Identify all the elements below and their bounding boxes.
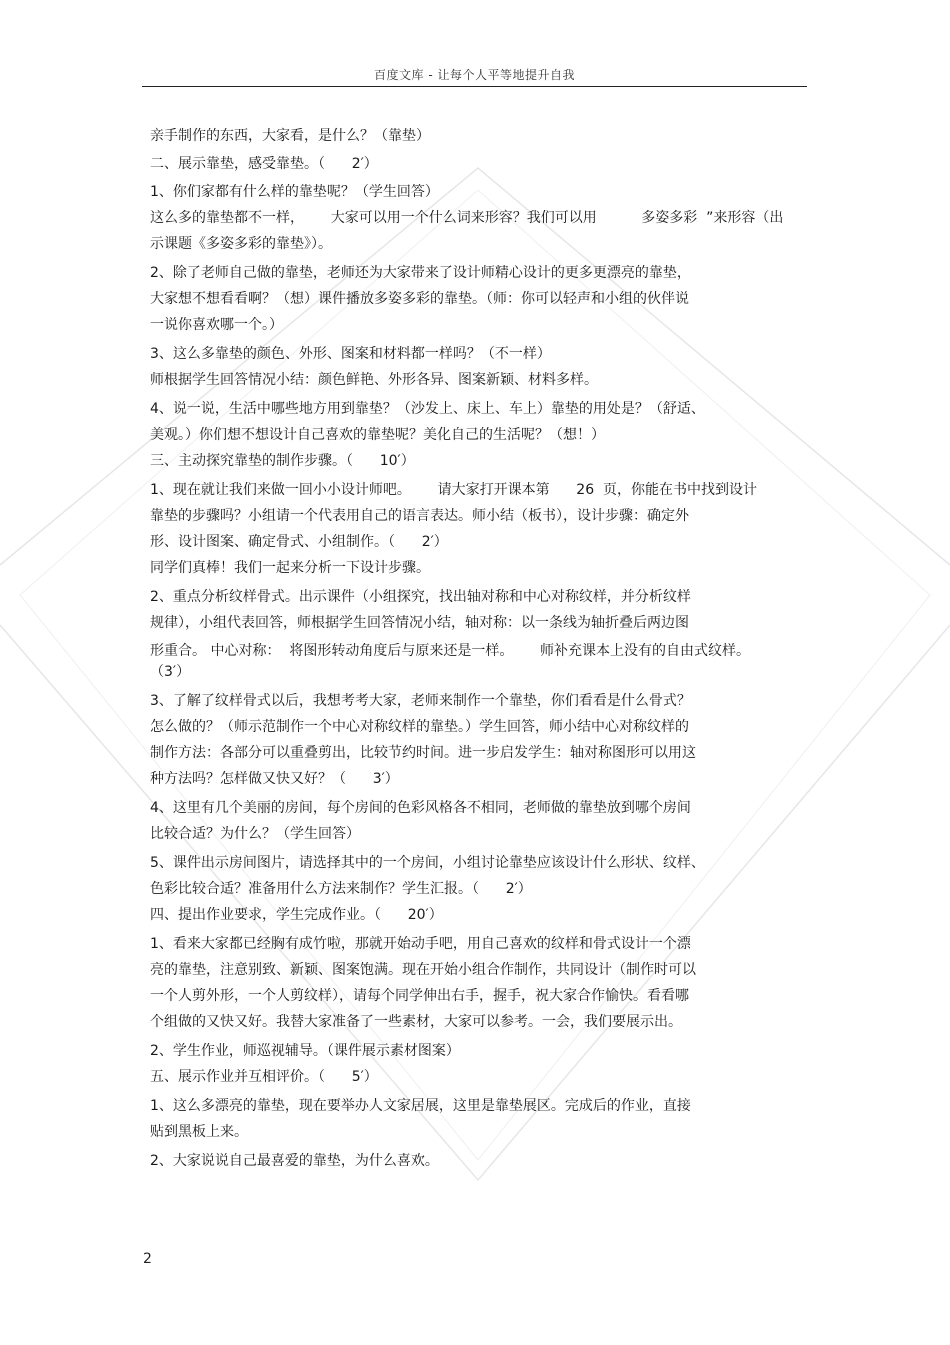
text-line: 2、重点分析纹样骨式。出示课件（小组探究，找出轴对称和中心对称纹样，并分析纹样 bbox=[150, 589, 691, 605]
text-line: 色彩比较合适？准备用什么方法来制作？学生汇报。（ 2′） bbox=[150, 881, 532, 897]
text-line: 大家想不想看看啊？（想）课件播放多姿多彩的靠垫。（师：你可以轻声和小组的伙伴说 bbox=[150, 291, 689, 307]
text-line: 1、这么多漂亮的靠垫，现在要举办人文家居展，这里是靠垫展区。完成后的作业，直接 bbox=[150, 1098, 691, 1114]
header-divider bbox=[142, 86, 807, 87]
section-heading: 二、展示靠垫，感受靠垫。（ 2′） bbox=[150, 156, 378, 172]
text-line: 美观。）你们想不想设计自己喜欢的靠垫呢？美化自己的生活呢？（想！） bbox=[150, 427, 605, 443]
text-line: （3′） bbox=[150, 664, 191, 680]
text-line: 1、你们家都有什么样的靠垫呢？（学生回答） bbox=[150, 184, 439, 200]
text-line: 形、设计图案、确定骨式、小组制作。（ 2′） bbox=[150, 534, 448, 550]
text-line: 这么多的靠垫都不一样， 大家可以用一个什么词来形容？我们可以用 多姿多彩 ”来形容（出 bbox=[150, 210, 784, 226]
text-line: 同学们真棒！我们一起来分析一下设计步骤。 bbox=[150, 560, 430, 576]
page-header: 百度文库 - 让每个人平等地提升自我 bbox=[374, 68, 575, 82]
text-line: 4、这里有几个美丽的房间，每个房间的色彩风格各不相同，老师做的靠垫放到哪个房间 bbox=[150, 800, 691, 816]
text-line: 1、现在就让我们来做一回小小设计师吧。 请大家打开课本第 26 页，你能在书中找到设计 bbox=[150, 482, 758, 498]
text-line: 5、课件出示房间图片，请选择其中的一个房间，小组讨论靠垫应该设计什么形状、纹样、 bbox=[150, 855, 705, 871]
section-heading: 三、主动探究靠垫的制作步骤。（ 10′） bbox=[150, 453, 415, 469]
text-line: 贴到黑板上来。 bbox=[150, 1124, 248, 1140]
text-line: 怎么做的？（师示范制作一个中心对称纹样的靠垫。）学生回答，师小结中心对称纹样的 bbox=[150, 719, 689, 735]
text-line: 形重合。 中心对称： 将图形转动角度后与原来还是一样。 师补充课本上没有的自由式纹样。 bbox=[150, 643, 751, 659]
text-line: 2、除了老师自己做的靠垫，老师还为大家带来了设计师精心设计的更多更漂亮的靠垫， bbox=[150, 265, 691, 281]
text-line: 一个人剪外形，一个人剪纹样），请每个同学伸出右手，握手，祝大家合作愉快。看看哪 bbox=[150, 988, 689, 1004]
text-line: 示课题《多姿多彩的靠垫》）。 bbox=[150, 236, 332, 252]
text-line: 1、看来大家都已经胸有成竹啦，那就开始动手吧，用自己喜欢的纹样和骨式设计一个漂 bbox=[150, 936, 691, 952]
text-line: 2、学生作业，师巡视辅导。（课件展示素材图案） bbox=[150, 1043, 460, 1059]
text-line: 个组做的又快又好。我替大家准备了一些素材，大家可以参考。一会，我们要展示出。 bbox=[150, 1014, 682, 1030]
section-heading: 五、展示作业并互相评价。（ 5′） bbox=[150, 1069, 378, 1085]
text-line: 2、大家说说自己最喜爱的靠垫，为什么喜欢。 bbox=[150, 1153, 439, 1169]
section-heading: 四、提出作业要求，学生完成作业。（ 20′） bbox=[150, 907, 443, 923]
text-line: 规律），小组代表回答，师根据学生回答情况小结，轴对称：以一条线为轴折叠后两边图 bbox=[150, 615, 689, 631]
text-line: 3、这么多靠垫的颜色、外形、图案和材料都一样吗？（不一样） bbox=[150, 346, 551, 362]
page-number: 2 bbox=[143, 1251, 152, 1267]
text-line: 种方法吗？怎样做又快又好？（ 3′） bbox=[150, 771, 399, 787]
text-line: 3、了解了纹样骨式以后，我想考考大家，老师来制作一个靠垫，你们看看是什么骨式？ bbox=[150, 693, 691, 709]
text-line: 比较合适？为什么？（学生回答） bbox=[150, 826, 360, 842]
text-line: 师根据学生回答情况小结：颜色鲜艳、外形各异、图案新颖、材料多样。 bbox=[150, 372, 598, 388]
text-line: 4、说一说，生活中哪些地方用到靠垫？（沙发上、床上、车上）靠垫的用处是？（舒适、 bbox=[150, 401, 705, 417]
text-line: 一说你喜欢哪一个。） bbox=[150, 317, 283, 333]
text-line: 制作方法：各部分可以重叠剪出，比较节约时间。进一步启发学生：轴对称图形可以用这 bbox=[150, 745, 696, 761]
text-line: 亲手制作的东西，大家看，是什么？（靠垫） bbox=[150, 128, 430, 144]
lesson-body bbox=[150, 127, 802, 1170]
text-line: 靠垫的步骤吗？小组请一个代表用自己的语言表达。师小结（板书），设计步骤：确定外 bbox=[150, 508, 689, 524]
text-line: 亮的靠垫，注意别致、新颖、图案饱满。现在开始小组合作制作，共同设计（制作时可以 bbox=[150, 962, 696, 978]
